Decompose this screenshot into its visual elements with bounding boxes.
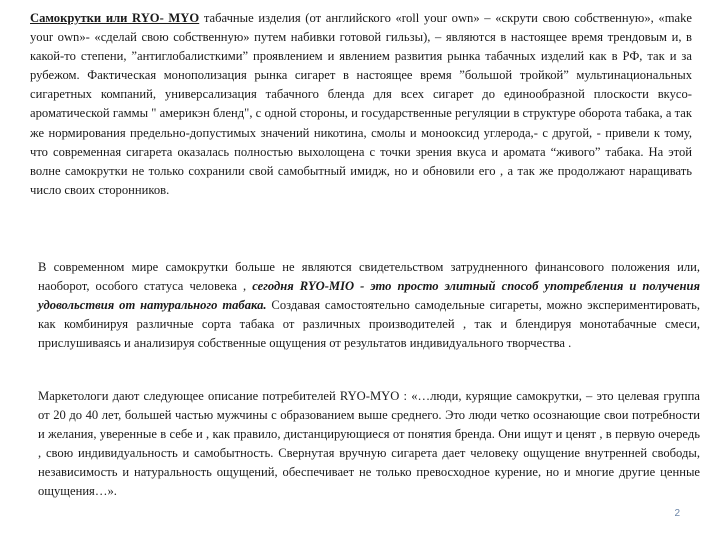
- paragraph-marketing-description: [30, 387, 700, 502]
- paragraph2-text-after: Создавая самостоятельно самодельные сигареты, можно экспериментировать, как комбинируя различные сорта табака от различных производителей , так и блендируя монотабачные смеси, прислушиваясь и анализируя собственные ощущения от результатов индивидуального творчества .: [38, 298, 700, 351]
- paragraph-ryo-myo-definition: [30, 9, 692, 200]
- paragraph3-text: Маркетологи дают следующее описание потребителей RYO-MYO : «…люди, курящие самокрутки, – это целевая группа от 20 до 40 лет, большей частью мужчины с образованием выше среднего. Это люди четко осознающие свои потребности и желания, уверенные в себе и , как правило, дистанцирующиеся от понятия бренда. Они ищут и ценят , в первую очередь , свою индивидуальность и самобытность. Свернутая вручную сигарета дает человеку ощущение внутренней свободы, независимость и натуральность ощущений, обеспечивает не только превосходное курение, но и многие другие ценные ощущения…».: [38, 389, 700, 499]
- term-ryo-myo: Самокрутки или RYO- MYO: [30, 11, 200, 25]
- page-number: 2: [674, 508, 680, 519]
- paragraph2-emphasis: сегодня RYO-MIO - это просто элитный способ употребления и получения удовольствия от натурального табака.: [38, 279, 700, 313]
- paragraph-modern-world: [30, 258, 700, 353]
- paragraph2-text-before: В современном мире самокрутки больше не являются свидетельством затрудненного финансового положения или, наоборот, особого статуса человека ,: [38, 260, 700, 294]
- paragraph1-text: табачные изделия (от английского «roll your own» – «скрути свою собственную», «make your own»- «сделай свою собственную» путем набивки готовой гильзы), – являются в настоящее время трендовым и, в какой-то степени, ”антиглобалисткими” проявлением и явлением развития рынка табачных изделий как в РФ, так и за рубежом. Фактическая монополизация рынка сигарет в настоящее время ”большой тройкой” мультинациональных сигаретных компаний, универсализация табачного бленда для всех сигарет до единообразной плоскости вкусо-ароматической гаммы " америкэн бленд", с одной стороны, и государственные регуляции в структуре оборота табака, а так же нормирования предельно-допустимых значений никотина, смолы и монооксид углерода,- с другой, - привели к тому, что современная сигарета оказалась полностью выхолощена с точки зрения вкуса и аромата “живого” табака. На этой волне самокрутки не только сохранили свой самобытный имидж, но и обновили его , а так же продолжают наращивать число своих сторонников.: [30, 11, 692, 197]
